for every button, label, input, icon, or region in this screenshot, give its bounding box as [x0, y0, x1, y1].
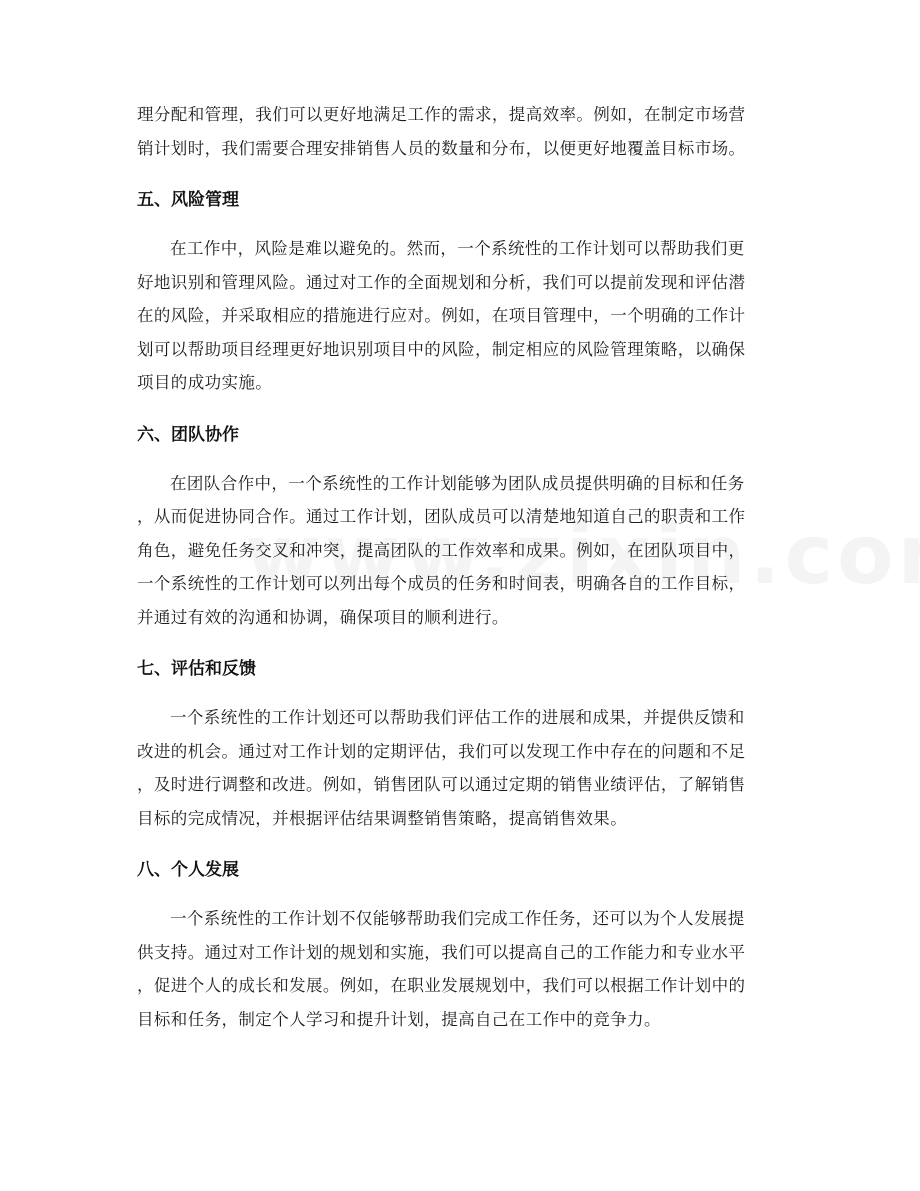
paragraph-line: 目标和任务，制定个人学习和提升计划，提高自己在工作中的竞争力。	[137, 1009, 661, 1029]
section-paragraph	[137, 467, 789, 635]
paragraph-line: 一个系统性的工作计划还可以帮助我们评估工作的进展和成果，并提供反馈和	[170, 708, 745, 727]
paragraph-line: 销计划时，我们需要合理安排销售人员的数量和分布，以便更好地覆盖目标市场。	[137, 138, 746, 158]
section-paragraph	[137, 701, 789, 835]
paragraph-line: 供支持。通过对工作计划的规划和实施，我们可以提高自己的工作能力和专业水平	[137, 942, 746, 962]
paragraph-line: 角色，避免任务交叉和冲突，提高团队的工作效率和成果。例如，在团队项目中，	[137, 540, 746, 560]
section-heading: 五、风险管理	[137, 190, 239, 210]
paragraph-line: 目标的完成情况，并根据评估结果调整销售策略，提高销售效果。	[137, 808, 628, 828]
paragraph-line: 好地识别和管理风险。通过对工作的全面规划和分析，我们可以提前发现和评估潜	[137, 272, 746, 292]
paragraph-line: 划可以帮助项目经理更好地识别项目中的风险，制定相应的风险管理策略，以确保	[137, 339, 746, 359]
section-personal-development	[137, 859, 789, 1036]
paragraph-line: 理分配和管理，我们可以更好地满足工作的需求，提高效率。例如，在制定市场营	[137, 105, 746, 124]
paragraph-line: 在的风险，并采取相应的措施进行应对。例如，在项目管理中，一个明确的工作计	[137, 306, 746, 325]
paragraph-line: 在工作中，风险是难以避免的。然而，一个系统性的工作计划可以帮助我们更	[170, 239, 745, 258]
paragraph-line: 项目的成功实施。	[137, 373, 273, 392]
paragraph-line: 一个系统性的工作计划不仅能够帮助我们完成工作任务，还可以为个人发展提	[170, 909, 745, 928]
document-body	[137, 98, 789, 1036]
section-paragraph	[137, 902, 789, 1036]
paragraph-line: 并通过有效的沟通和协调，确保项目的顺利进行。	[137, 607, 509, 627]
section-heading: 六、团队协作	[137, 424, 239, 445]
section-paragraph	[137, 232, 789, 400]
paragraph-line: ，促进个人的成长和发展。例如，在职业发展规划中，我们可以根据工作计划中的	[137, 976, 746, 995]
paragraph-line: ，从而促进协同合作。通过工作计划，团队成员可以清楚地知道自己的职责和工作	[137, 507, 746, 526]
paragraph-line: 一个系统性的工作计划可以列出每个成员的任务和时间表，明确各自的工作目标，	[137, 574, 746, 593]
section-risk-management	[137, 189, 789, 400]
section-heading: 八、个人发展	[137, 860, 239, 880]
paragraph-line: ，及时进行调整和改进。例如，销售团队可以通过定期的销售业绩评估，了解销售	[137, 775, 746, 794]
section-team-collaboration	[137, 424, 789, 635]
paragraph-line: 在团队合作中，一个系统性的工作计划能够为团队成员提供明确的目标和任务	[170, 473, 745, 493]
section-heading: 七、评估和反馈	[137, 659, 256, 679]
section-evaluation-feedback	[137, 658, 789, 835]
intro-paragraph	[137, 98, 789, 165]
paragraph-line: 改进的机会。通过对工作计划的定期评估，我们可以发现工作中存在的问题和不足	[137, 741, 746, 761]
